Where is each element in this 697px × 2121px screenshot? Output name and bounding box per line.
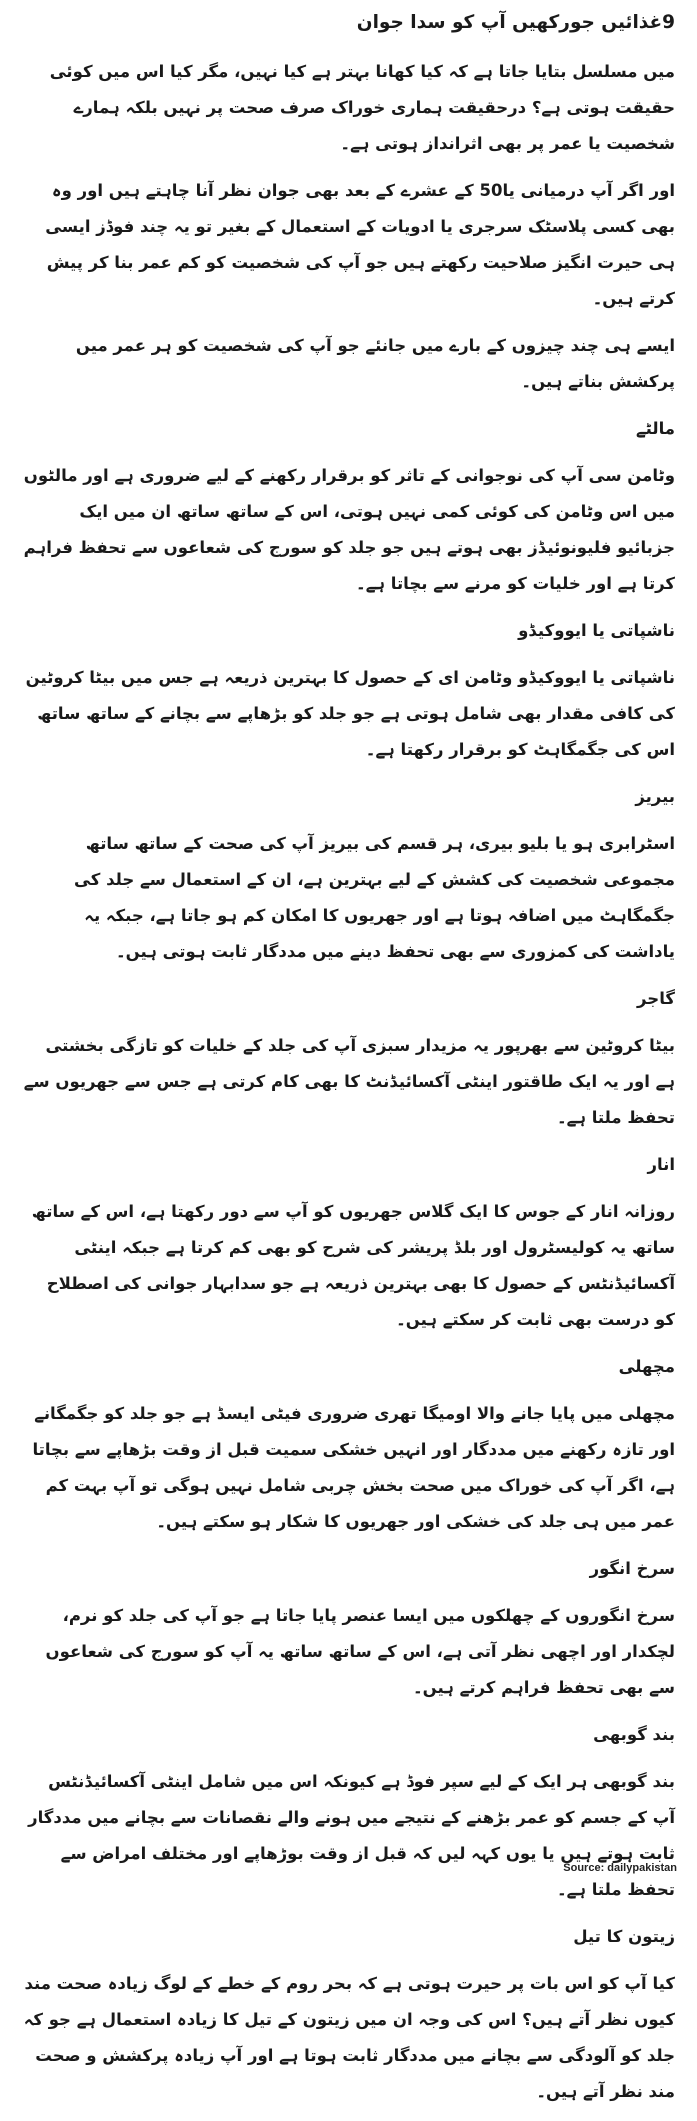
section-heading: گاجر [637, 989, 675, 1008]
section-heading: انار [647, 1155, 675, 1174]
section-heading: بند گوبھی [593, 1725, 675, 1744]
article-title: 9غذائیں جورکھیں آپ کو سدا جوان [356, 12, 675, 33]
source-credit: Source: dailypakistan [563, 1862, 677, 1874]
section-paragraph: اسٹرابری ہو یا بلیو بیری، ہر قسم کی بیریز آپ کی صحت کے ساتھ ساتھ مجموعی شخصیت کی کشش کے لیے بہترین ہے، ان کے استعمال سے جلد کی جگمگاہٹ میں اضافہ ہوتا ہے اور جھریوں کا امکان کم ہو جاتا ہے، جبکہ یہ یاداشت کی کمزوری سے بھی تحفظ دینے میں مددگار ثابت ہوتی ہیں۔ [74, 834, 675, 961]
section-paragraph: وٹامن سی آپ کی نوجوانی کے تاثر کو برقرار رکھنے کے لیے ضروری ہے اور مالٹوں میں اس وٹامن کی کوئی کمی نہیں ہوتی، اس کے ساتھ ساتھ ان میں ایک جزبائیو فلیونوئیڈز بھی ہوتے ہیں جو جلد کو سورج کی شعاعوں سے تحفظ فراہم کرتا ہے اور خلیات کو مرنے سے بچاتا ہے۔ [23, 466, 675, 593]
section-heading: سرخ انگور [589, 1559, 675, 1578]
section-heading: مالٹے [635, 419, 675, 438]
intro-paragraph: میں مسلسل بتایا جاتا ہے کہ کیا کھانا بہتر ہے کیا نہیں، مگر کیا اس میں کوئی حقیقت ہوتی ہے؟ درحقیقت ہماری خوراک صرف صحت پر نہیں بلکہ ہمارے شخصیت یا عمر پر بھی اثرانداز ہوتی ہے۔ [49, 62, 675, 153]
intro-paragraph: ایسے ہی چند چیزوں کے بارے میں جانئے جو آپ کی شخصیت کو ہر عمر میں پرکشش بناتے ہیں۔ [75, 336, 675, 391]
section-heading: ناشپاتی یا ایووکیڈو [518, 621, 675, 640]
section-paragraph: بیٹا کروٹین سے بھرپور یہ مزیدار سبزی آپ کی جلد کے خلیات کو تازگی بخشتی ہے اور یہ ایک طاقتور اینٹی آکسائیڈنٹ کا بھی کام کرتی ہے جس سے جھریوں سے تحفظ ملتا ہے۔ [23, 1036, 675, 1127]
section-paragraph: ناشپاتی یا ایووکیڈو وٹامن ای کے حصول کا بہترین ذریعہ ہے جس میں بیٹا کروٹین کی کافی مقدار بھی شامل ہوتی ہے جو جلد کو بڑھاپے سے بچانے کے ساتھ ساتھ اس کی جگمگاہٹ کو برقرار رکھتا ہے۔ [25, 668, 675, 759]
section-paragraph: مچھلی میں پایا جانے والا اومیگا تھری ضروری فیٹی ایسڈ ہے جو جلد کو جگمگانے اور تازہ رکھنے میں مددگار اور انہیں خشکی سمیت قبل از وقت بڑھاپے سے بچاتا ہے، اگر آپ کی خوراک میں صحت بخش چربی شامل نہیں ہوگی تو آپ بہت کم عمر میں ہی جلد کی خشکی اور جھریوں کا شکار ہو سکتے ہیں۔ [32, 1404, 675, 1531]
article [22, 8, 675, 2121]
section-heading: مچھلی [618, 1357, 675, 1376]
section-paragraph: روزانہ انار کے جوس کا ایک گلاس جھریوں کو آپ سے دور رکھتا ہے، اس کے ساتھ ساتھ یہ کولیسٹرول اور بلڈ پریشر کی شرح کو بھی کم کرتا ہے جبکہ اینٹی آکسائیڈنٹس کے حصول کا بھی بہترین ذریعہ ہے جو سدابہار جوانی کی اصطلاح کو درست بھی ثابت کر سکتے ہیں۔ [31, 1202, 675, 1329]
section-paragraph: سرخ انگوروں کے چھلکوں میں ایسا عنصر پایا جاتا ہے جو آپ کی جلد کو نرم، لچکدار اور اچھی نظر آتی ہے، اس کے ساتھ ساتھ یہ آپ کو سورج کی شعاعوں سے بھی تحفظ فراہم کرتے ہیں۔ [45, 1606, 675, 1697]
section-paragraph: کیا آپ کو اس بات پر حیرت ہوتی ہے کہ بحر روم کے خطے کے لوگ زیادہ صحت مند کیوں نظر آتے ہیں؟ اس کی وجہ ان میں زیتون کے تیل کا زیادہ استعمال ہے جو کہ جلد کو آلودگی سے بچانے میں مددگار ثابت ہوتا ہے اور آپ زیادہ پرکشش و صحت مند نظر آتے ہیں۔ [23, 1974, 675, 2101]
section-paragraph: بند گوبھی ہر ایک کے لیے سپر فوڈ ہے کیونکہ اس میں شامل اینٹی آکسائیڈنٹس آپ کے جسم کو عمر بڑھنے کے نتیجے میں ہونے والے نقصانات سے بچانے میں مددگار ثابت ہوتے ہیں یا یوں کہہ لیں کہ قبل از وقت بوڑھاپے اور مختلف امراض سے تحفظ ملتا ہے۔ [28, 1772, 675, 1899]
intro-paragraph: اور اگر آپ درمیانی یا50 کے عشرے کے بعد بھی جوان نظر آنا چاہتے ہیں اور وہ بھی کسی پلاسٹک سرجری یا ادویات کے استعمال کے بغیر تو یہ چند فوڈز ایسی ہی حیرت انگیز صلاحیت رکھتے ہیں جو آپ کی شخصیت کو کم عمر بنا کر پیش کرتے ہیں۔ [45, 181, 675, 308]
section-heading: بیریز [635, 787, 675, 806]
section-heading: زیتون کا تیل [573, 1927, 675, 1946]
